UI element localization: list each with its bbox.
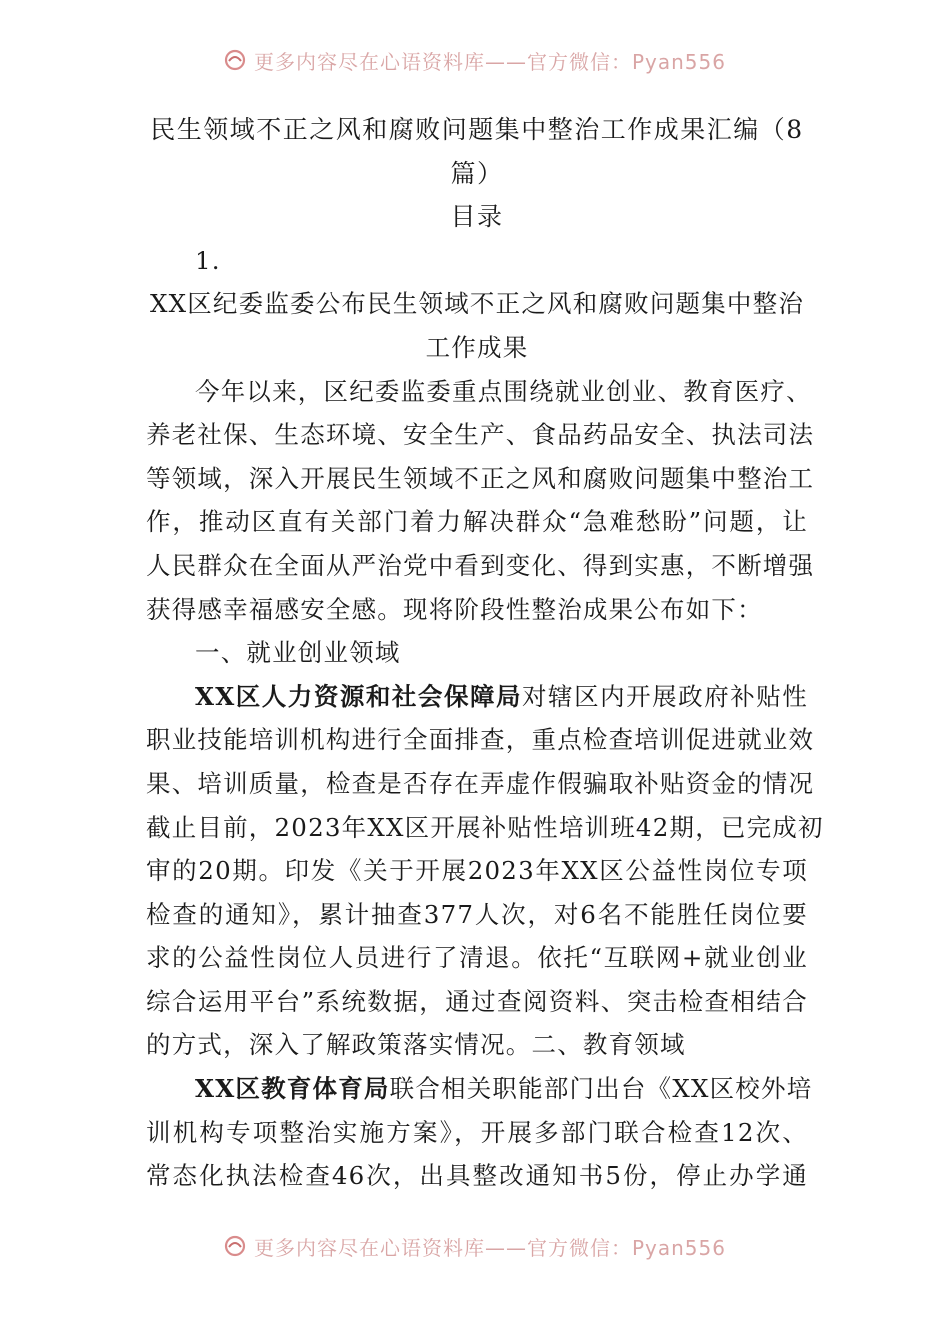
article-title-line-1: XX区纪委监委公布民生领域不正之风和腐败问题集中整治 xyxy=(149,289,805,319)
para3-line: 训机构专项整治实施方案》，开展多部门联合检查12次、 xyxy=(146,1117,808,1147)
para2-line: 截止目前，2023年XX区开展补贴性培训班42期，已完成初 xyxy=(146,812,824,842)
logo-icon xyxy=(224,49,246,71)
para2-first-rest: 对辖区内开展政府补贴性 xyxy=(522,681,808,711)
article-title-line-2: 工作成果 xyxy=(425,332,529,362)
para1-line: 获得感幸福感安全感。现将阶段性整治成果公布如下： xyxy=(146,594,763,624)
watermark-banner-bottom xyxy=(0,1226,950,1266)
watermark-text: 更多内容尽在心语资料库——官方微信：Pyan556 xyxy=(253,49,726,74)
para1-line: 今年以来，区纪委监委重点围绕就业创业、教育医疗、 xyxy=(195,376,812,406)
watermark-banner-top xyxy=(0,40,950,80)
item-number: 1. xyxy=(195,245,221,275)
para1-line: 作，推动区直有关部门着力解决群众“急难愁盼”问题，让 xyxy=(146,507,808,537)
para1-line: 养老社保、生态环境、安全生产、食品药品安全、执法司法 xyxy=(146,420,815,450)
department-name: XX区教育体育局 xyxy=(195,1074,390,1104)
document-body xyxy=(146,108,824,1198)
para2-line: 检查的通知》，累计抽查377人次，对6名不能胜任岗位要 xyxy=(146,899,808,929)
para1-line: 人民群众在全面从严治党中看到变化、得到实惠，不断增强 xyxy=(146,550,815,580)
para3-line: 常态化执法检查46次，出具整改通知书5份，停止办学通 xyxy=(146,1161,808,1191)
doc-title-line-1: 民生领域不正之风和腐败问题集中整治工作成果汇编（8 xyxy=(150,115,804,144)
para2-line: 职业技能培训机构进行全面排查，重点检查培训促进就业效 xyxy=(146,725,815,755)
para2-line xyxy=(146,675,808,719)
para2-line: 综合运用平台”系统数据，通过查阅资料、突击检查相结合 xyxy=(146,986,808,1016)
para1-line: 等领域，深入开展民生领域不正之风和腐败问题集中整治工 xyxy=(146,463,815,493)
doc-title-line-2: 篇） xyxy=(450,158,504,188)
watermark-text: 更多内容尽在心语资料库——官方微信：Pyan556 xyxy=(253,1235,726,1260)
toc-label: 目录 xyxy=(450,202,504,232)
logo-icon xyxy=(224,1235,246,1257)
para2-line: 果、培训质量，检查是否存在弄虚作假骗取补贴资金的情况 xyxy=(146,768,815,798)
section-heading: 一、就业创业领域 xyxy=(195,638,401,668)
para3-first-rest: 联合相关职能部门出台《XX区校外培 xyxy=(389,1074,813,1104)
para2-line: 求的公益性岗位人员进行了清退。依托“互联网+就业创业 xyxy=(146,943,808,973)
department-name: XX区人力资源和社会保障局 xyxy=(195,681,523,711)
para3-line xyxy=(146,1067,813,1111)
para2-line: 审的20期。印发《关于开展2023年XX区公益性岗位专项 xyxy=(146,856,808,886)
para2-line: 的方式，深入了解政策落实情况。二、教育领域 xyxy=(146,1030,686,1060)
